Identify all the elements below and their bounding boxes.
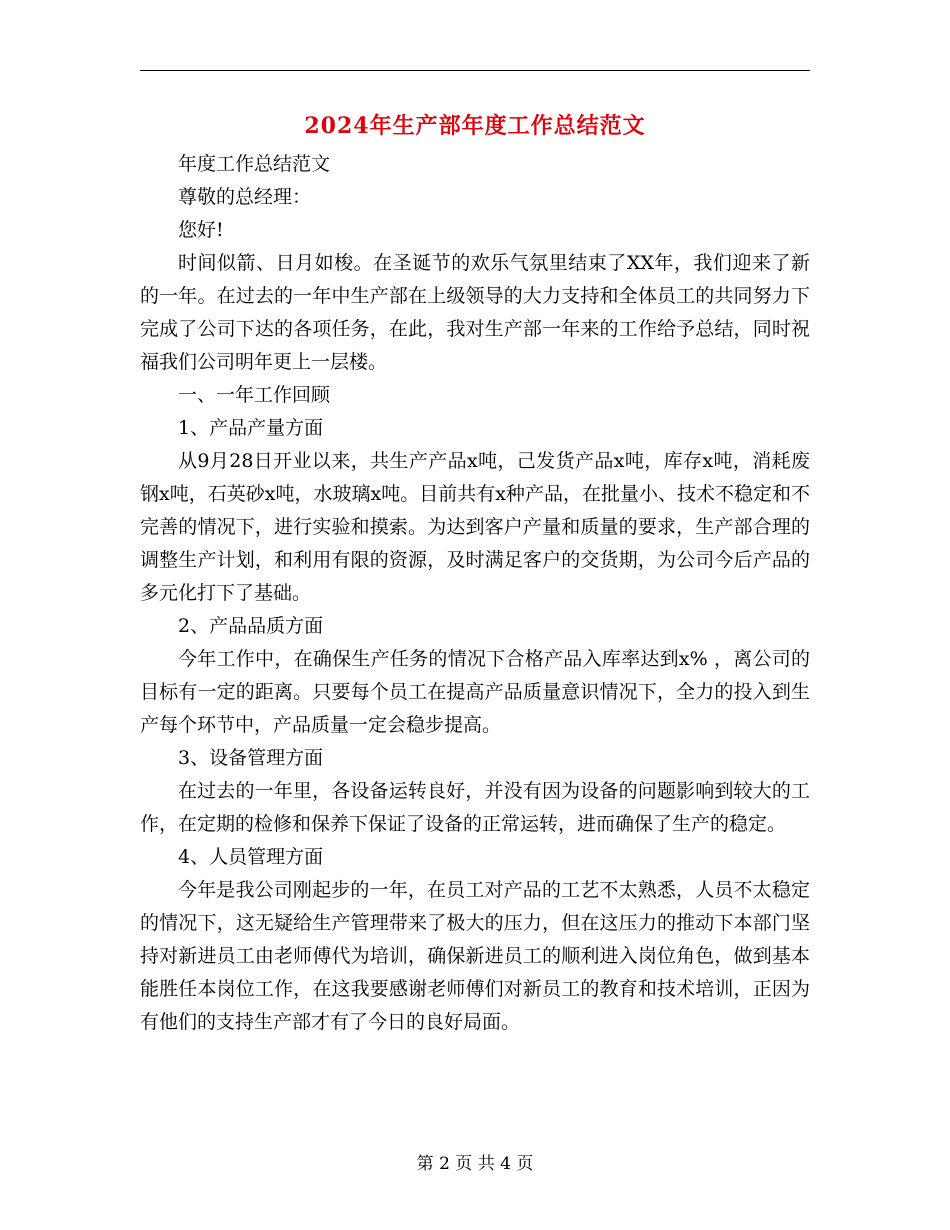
paragraph-greeting: 您好!: [178, 219, 224, 241]
paragraph-personnel: 今年是我公司刚起步的一年，在员工对产品的工艺不太熟悉，人员不太稳定的情况下，这无疑给生产管理带来了极大的压力，但在这压力的推动下本部门坚持对新进员工由老师傅代为培训，确保新进员工的顺利进入岗位角色，做到基本能胜任本岗位工作，在这我要感谢老师傅们对新员工的教育和技术培训，正因为有他们的支持生产部才有了今日的良好局面。: [140, 879, 810, 1033]
subheading-output: 1、产品产量方面: [178, 417, 324, 439]
paragraph-output: 从9月28日开业以来，共生产产品x吨，己发货产品x吨，库存x吨，消耗废钢x吨，石英砂x吨，水玻璃x吨。目前共有x种产品，在批量小、技术不稳定和不完善的情况下，进行实验和摸索。为达到客户产量和质量的要求，生产部合理的调整生产计划，和利用有限的资源，及时满足客户的交货期，为公司今后产品的多元化打下了基础。: [140, 450, 810, 604]
page-footer: [0, 1152, 950, 1176]
paragraph-salutation: 尊敬的总经理：: [178, 186, 312, 208]
subheading-quality: 2、产品品质方面: [178, 615, 324, 637]
subheading-equipment: 3、设备管理方面: [178, 747, 324, 769]
page-number-label: 第 2 页 共 4 页: [416, 1154, 534, 1174]
subheading-personnel: 4、人员管理方面: [178, 846, 324, 868]
document-body: [140, 148, 810, 1039]
paragraph-intro: 时间似箭、日月如梭。在圣诞节的欢乐气氛里结束了XX年，我们迎来了新的一年。在过去的一年中生产部在上级领导的大力支持和全体员工的共同努力下完成了公司下达的各项任务，在此，我对生产部一年来的工作给予总结，同时祝福我们公司明年更上一层楼。: [140, 252, 810, 373]
paragraph-quality: 今年工作中，在确保生产任务的情况下合格产品入库率达到x% ，离公司的目标有一定的距离。只要每个员工在提高产品质量意识情况下，全力的投入到生产每个环节中，产品质量一定会稳步提高。: [140, 648, 810, 736]
section-heading-review: 一、一年工作回顾: [178, 384, 331, 406]
header-rule: [140, 70, 810, 71]
paragraph-subtitle: 年度工作总结范文: [178, 153, 331, 175]
document-title: 2024年生产部年度工作总结范文: [304, 113, 646, 139]
paragraph-equipment: 在过去的一年里，各设备运转良好，并没有因为设备的问题影响到较大的工作，在定期的检修和保养下保证了设备的正常运转，进而确保了生产的稳定。: [140, 780, 810, 835]
